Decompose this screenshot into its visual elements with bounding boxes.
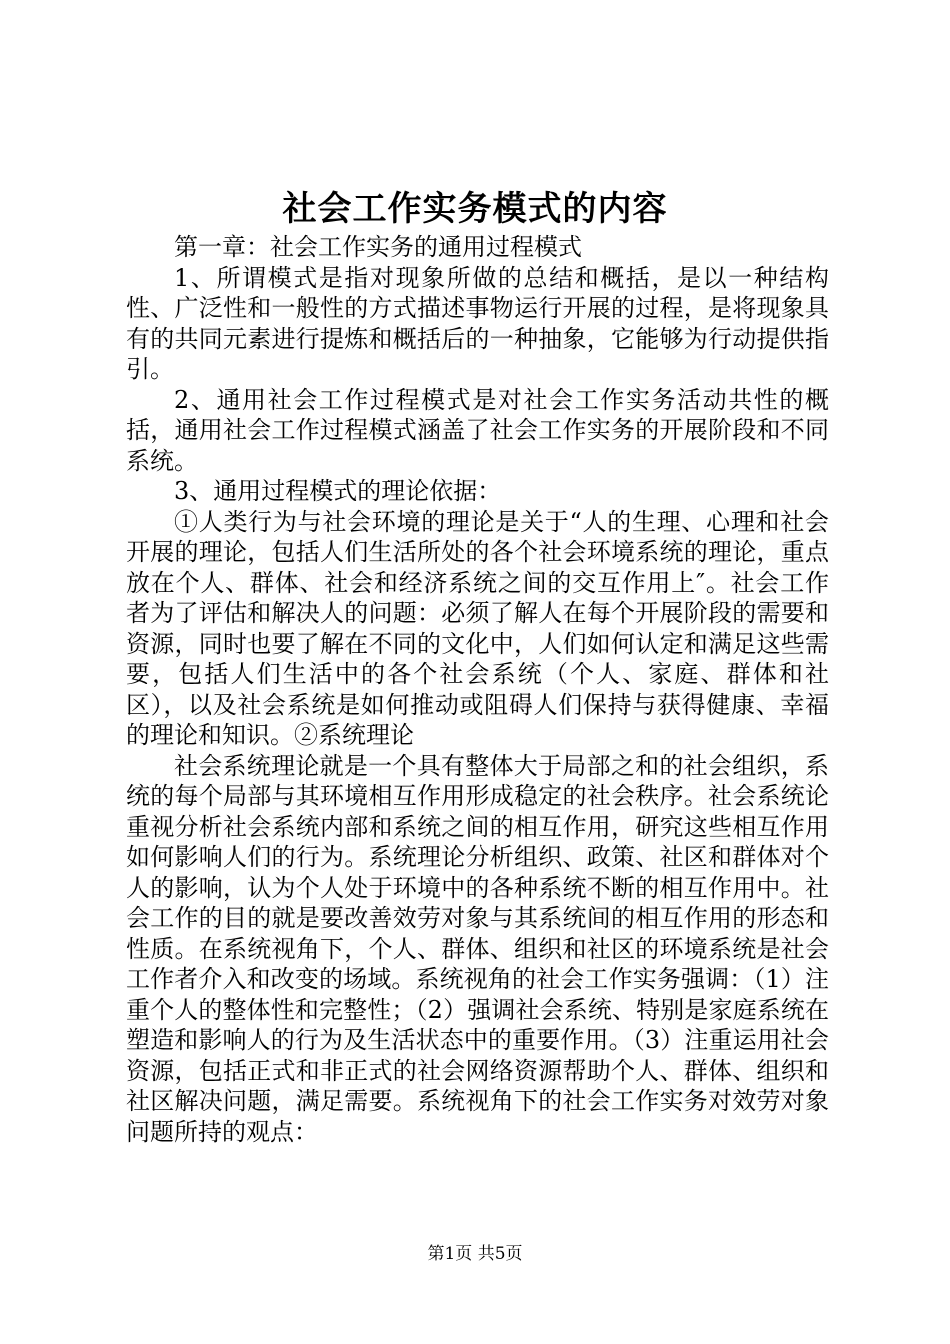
- document-body: [126, 232, 829, 1147]
- paragraph-2: 2、通用社会工作过程模式是对社会工作实务活动共性的概括，通用社会工作过程模式涵盖了社会工作实务的开展阶段和不同系统。: [126, 385, 829, 475]
- document-title: 社会工作实务模式的内容: [282, 189, 668, 229]
- paragraph-5: 社会系统理论就是一个具有整体大于局部之和的社会组织，系统的每个局部与其环境相互作用形成稳定的社会秩序。社会系统论重视分析社会系统内部和系统之间的相互作用，研究这些相互作用如何影响人们的行为。系统理论分析组织、政策、社区和群体对个人的影响，认为个人处于环境中的各种系统不断的相互作用中。社会工作的目的就是要改善效劳对象与其系统间的相互作用的形态和性质。在系统视角下，个人、群体、组织和社区的环境系统是社会工作者介入和改变的场域。系统视角的社会工作实务强调：（1）注重个人的整体性和完整性；（2）强调社会系统、特别是家庭系统在塑造和影响人的行为及生活状态中的重要作用。（3）注重运用社会资源，包括正式和非正式的社会网络资源帮助个人、群体、组织和社区解决问题，满足需要。系统视角下的社会工作实务对效劳对象问题所持的观点：: [126, 751, 829, 1146]
- page-number-footer: 第1页 共5页: [427, 1244, 523, 1264]
- paragraph-3: 3、通用过程模式的理论依据：: [174, 477, 502, 505]
- paragraph-4: ①人类行为与社会环境的理论是关于“人的生理、心理和社会开展的理论，包括人们生活所处的各个社会环境系统的理论，重点放在个人、群体、社会和经济系统之间的交互作用上″。社会工作者为了评估和解决人的问题：必须了解人在每个开展阶段的需要和资源，同时也要了解在不同的文化中，人们如何认定和满足这些需要，包括人们生活中的各个社会系统（个人、家庭、群体和社区），以及社会系统是如何推动或阻碍人们保持与获得健康、幸福的理论和知识。②系统理论: [126, 507, 829, 749]
- paragraph-1: 1、所谓模式是指对现象所做的总结和概括，是以一种结构性、广泛性和一般性的方式描述事物运行开展的过程，是将现象具有的共同元素进行提炼和概括后的一种抽象，它能够为行动提供指引。: [126, 263, 829, 383]
- chapter-heading: 第一章：社会工作实务的通用过程模式: [174, 233, 582, 261]
